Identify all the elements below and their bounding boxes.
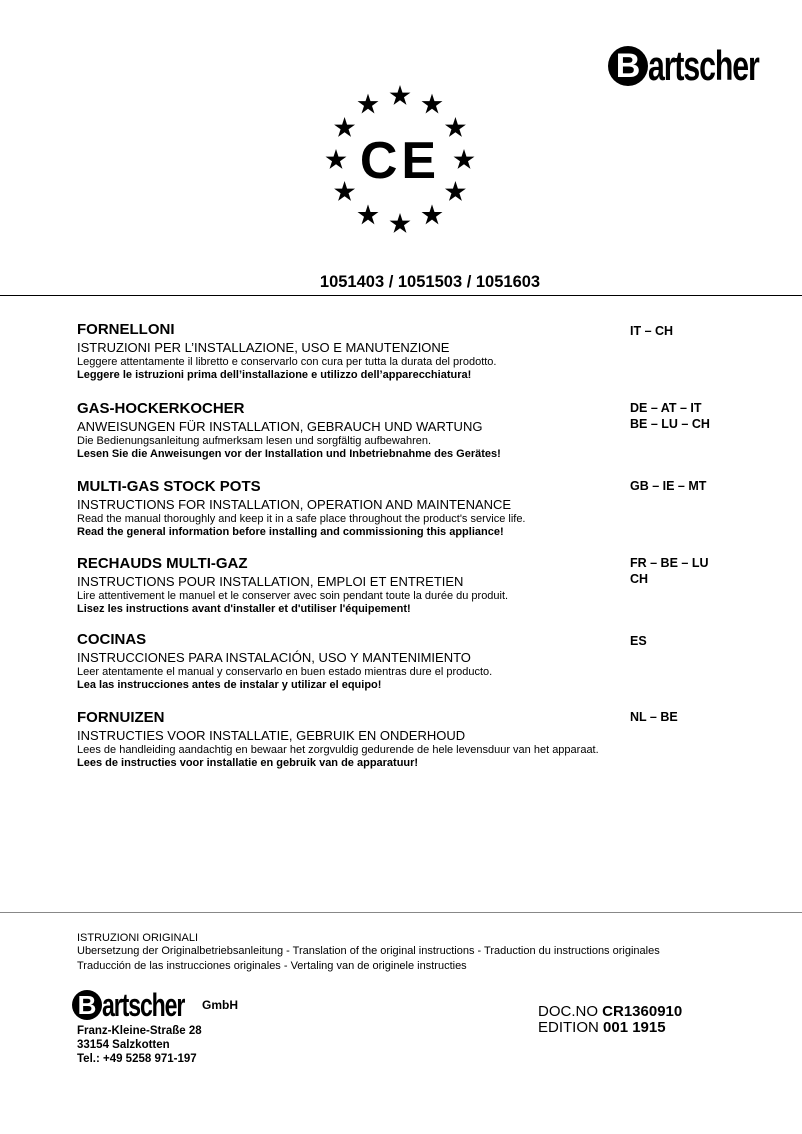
section-subtitle: INSTRUCCIONES PARA INSTALACIÓN, USO Y MANTENIMIENTO	[77, 650, 471, 665]
doc-number-value: CR1360910	[602, 1003, 683, 1020]
company-suffix: GmbH	[202, 998, 238, 1012]
star-icon	[326, 149, 347, 169]
section-title: RECHAUDS MULTI-GAZ	[77, 555, 248, 572]
country-codes-it	[630, 323, 750, 339]
ce-letters: CE	[359, 132, 441, 190]
section-notice: Leggere le istruzioni prima dell’installazione e utilizzo dell’apparecchiatura!	[77, 369, 472, 381]
address-phone: Tel.: +49 5258 971-197	[77, 1053, 197, 1065]
edition-value: 001 1915	[603, 1019, 666, 1036]
doc-number	[538, 1003, 682, 1020]
brand-logo	[608, 42, 802, 90]
country-line: GB – IE – MT	[630, 479, 707, 493]
edition-label: EDITION	[538, 1019, 599, 1036]
logo-b-emblem: B	[608, 46, 648, 86]
country-line: DE – AT – IT	[630, 401, 702, 415]
country-line: ES	[630, 634, 647, 648]
section-notice: Lees de instructies voor installatie en gebruik van de apparatuur!	[77, 757, 419, 769]
section-notice: Lea las instrucciones antes de instalar y utilizar el equipo!	[77, 679, 382, 691]
star-icon	[445, 181, 466, 201]
section-de	[77, 400, 617, 461]
doc-number-label: DOC.NO	[538, 1003, 598, 1020]
section-subtitle: ANWEISUNGEN FÜR INSTALLATION, GEBRAUCH UND WARTUNG	[77, 419, 483, 434]
star-icon	[454, 149, 475, 169]
logo-wordmark: artscher	[648, 42, 759, 89]
section-es	[77, 631, 617, 692]
section-description: Die Bedienungsanleitung aufmerksam lesen und sorgfältig aufbewahren.	[77, 435, 432, 447]
original-instructions-label: ISTRUZIONI ORIGINALI	[77, 932, 199, 944]
section-notice: Lisez les instructions avant d'installer et d'utiliser l'équipement!	[77, 603, 411, 615]
star-icon	[358, 94, 379, 114]
section-subtitle: INSTRUCTIONS FOR INSTALLATION, OPERATION AND MAINTENANCE	[77, 497, 512, 512]
section-description: Leer atentamente el manual y conservarlo en buen estado mientras dure el producto.	[77, 666, 493, 678]
section-nl	[77, 709, 617, 770]
section-description: Read the manual thoroughly and keep it in a safe place throughout the product's service life.	[77, 513, 526, 525]
star-icon	[445, 117, 466, 137]
section-title: COCINAS	[77, 631, 147, 648]
country-line: FR – BE – LU	[630, 556, 709, 570]
country-line: CH	[630, 572, 649, 586]
star-icon	[422, 94, 443, 114]
section-description: Leggere attentamente il libretto e conservarlo con cura per tutta la durata del prodotto.	[77, 356, 497, 368]
country-line: IT – CH	[630, 324, 674, 338]
section-description: Lire attentivement le manuel et le conserver avec soin pendant toute la durée du produit.	[77, 590, 509, 602]
divider-bottom	[0, 912, 802, 913]
translations-line-2: Traducción de las instrucciones originales - Vertaling van de originele instructies	[77, 960, 467, 972]
section-subtitle: INSTRUCTIONS POUR INSTALLATION, EMPLOI ET ENTRETIEN	[77, 574, 464, 589]
section-description: Lees de handleiding aandachtig en bewaar het zorgvuldig gedurende de hele levensduur van het apparaat.	[77, 744, 599, 756]
country-codes-nl	[630, 709, 750, 725]
star-icon	[390, 85, 411, 105]
country-codes-gb	[630, 478, 750, 494]
section-subtitle: INSTRUCTIES VOOR INSTALLATIE, GEBRUIK EN ONDERHOUD	[77, 728, 466, 743]
divider-top	[0, 295, 802, 296]
star-icon	[390, 213, 411, 233]
country-line: BE – LU – CH	[630, 417, 710, 431]
star-icon	[334, 117, 355, 137]
address-street: Franz-Kleine-Straße 28	[77, 1025, 202, 1037]
star-icon	[422, 204, 443, 224]
country-codes-fr	[630, 555, 750, 587]
address-city: 33154 Salzkotten	[77, 1039, 170, 1051]
section-title: GAS-HOCKERKOCHER	[77, 400, 245, 417]
section-title: FORNUIZEN	[77, 709, 165, 726]
section-notice: Read the general information before installing and commissioning this appliance!	[77, 526, 504, 538]
section-subtitle: ISTRUZIONI PER L’INSTALLAZIONE, USO E MANUTENZIONE	[77, 340, 450, 355]
model-numbers: 1051403 / 1051503 / 1051603	[319, 273, 541, 291]
section-title: FORNELLONI	[77, 321, 175, 338]
edition	[538, 1019, 666, 1036]
star-icon	[358, 204, 379, 224]
country-line: NL – BE	[630, 710, 678, 724]
country-codes-de	[630, 400, 750, 432]
section-it	[77, 321, 617, 382]
country-codes-es	[630, 633, 750, 649]
section-title: MULTI-GAS STOCK POTS	[77, 478, 261, 495]
section-notice: Lesen Sie die Anweisungen vor der Installation und Inbetriebnahme des Gerätes!	[77, 448, 501, 460]
ce-mark-icon	[320, 80, 480, 240]
star-icon	[334, 181, 355, 201]
logo-wordmark: artscher	[102, 986, 185, 1023]
section-fr	[77, 555, 617, 616]
footer-brand-logo	[72, 988, 216, 1022]
section-gb	[77, 478, 617, 539]
logo-b-emblem: B	[72, 990, 102, 1020]
translations-line-1: Ubersetzung der Originalbetriebsanleitung - Translation of the original instructions - Traduction du instructions originales	[77, 945, 660, 957]
